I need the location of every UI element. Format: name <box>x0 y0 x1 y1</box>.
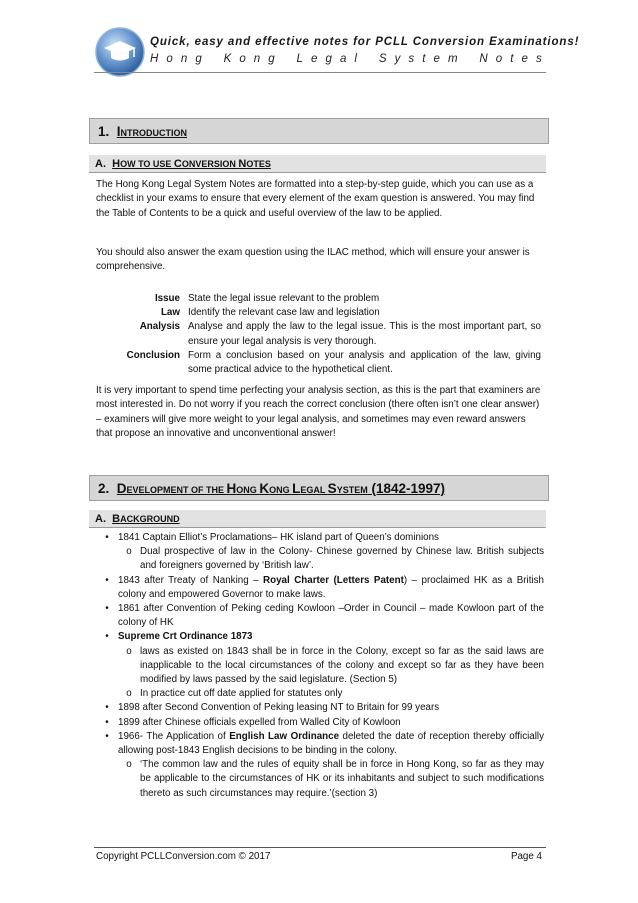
ilac-row: Analysis Analyse and apply the law to the legal issue. This is the most important part, so ensure your legal analysis is very thorough. <box>139 321 541 347</box>
intro-paragraph-3: It is very important to spend time perfecting your analysis section, as this is the part that examiners are most interested in. Do not worry if you reach the correct conclusion (there often isn’t one clear answer) – examiners will give more weight to your legal analysis, and sometimes may even reward answers that propose an innovative and unconventional answer! <box>96 385 541 440</box>
ilac-row: Law Identify the relevant case law and legislation <box>160 307 380 319</box>
footer-rule <box>94 847 546 848</box>
background-list <box>96 531 544 801</box>
header-subtitle: H o n g K o n g L e g a l S y s t e m N o t e s <box>150 53 542 65</box>
section-2-heading: 2. DEVELOPMENT OF THE HONG KONG LEGAL SYSTEM (1842-1997) <box>89 475 549 501</box>
footer-copyright: Copyright PCLLConversion.com © 2017 <box>96 851 271 862</box>
ilac-list <box>96 292 541 377</box>
footer-page-number: Page 4 <box>510 851 542 862</box>
intro-paragraph-2: You should also answer the exam question using the ILAC method, which will ensure your answer is comprehensive. <box>96 247 530 273</box>
list-item: • 1843 after Treaty of Nanking – Royal Charter (Letters Patent) – proclaimed HK as a British colony and empowered Governor to make laws. <box>105 574 544 600</box>
ilac-row: Issue State the legal issue relevant to the problem <box>154 293 380 304</box>
list-item: • 1841 Captain Elliot’s Proclamations– HK island part of Queen’s dominions <box>105 532 439 543</box>
intro-paragraph-1: The Hong Kong Legal System Notes are formatted into a step-by-step guide, which you can use as a checklist in your exams to ensure that every element of the exam question is answered. You may find the Table of Contents to be a quick and useful overview of the law to be applied. <box>96 179 535 219</box>
sub-list-item: o laws as existed on 1843 shall be in force in the Colony, except so far as the said laws are inapplicable to the local circumstances of the colony and except so far as they have been modified by laws passed by the said legislature. (Section 5) <box>126 645 544 686</box>
header-rule <box>94 72 546 73</box>
sub-list-item: o Dual prospective of law in the Colony- Chinese governed by Chinese law. British subjects and foreigners governed by ‘British law’. <box>126 546 544 572</box>
list-item: • 1861 after Convention of Peking ceding Kowloon –Order in Council – made Kowloon part of the colony of HK <box>105 603 544 629</box>
header-title: Quick, easy and effective notes for PCLL Conversion Examinations! <box>150 36 580 48</box>
section-1a-heading: A. HOW TO USE CONVERSION NOTES <box>89 155 546 173</box>
sub-list-item: o ‘The common law and the rules of equity shall be in force in Hong Kong, so far as they may be applicable to the circumstances of HK or its inhabitants and subject to such modifications thereto as such circumstances may require.’(section 3) <box>126 759 544 799</box>
section-1-heading: 1. INTRODUCTION <box>89 118 549 144</box>
list-item: • 1898 after Second Convention of Peking leasing NT to Britain for 99 years <box>105 702 440 714</box>
ilac-row: Conclusion Form a conclusion based on your analysis and application of the law, giving some practical advice to the hypothetical client. <box>126 349 541 376</box>
list-item: • Supreme Crt Ordinance 1873 <box>105 631 253 643</box>
graduation-cap-logo-icon <box>94 26 146 78</box>
list-item: • 1966- The Application of English Law Ordinance deleted the date of reception thereby officially allowing post-1843 English decisions to be binding in the colony. <box>105 730 544 757</box>
list-item: • 1899 after Chinese officials expelled from Walled City of Kowloon <box>105 716 401 728</box>
sub-list-item: o In practice cut off date applied for statutes only <box>126 688 343 700</box>
section-2a-heading: A. BACKGROUND <box>89 510 546 528</box>
